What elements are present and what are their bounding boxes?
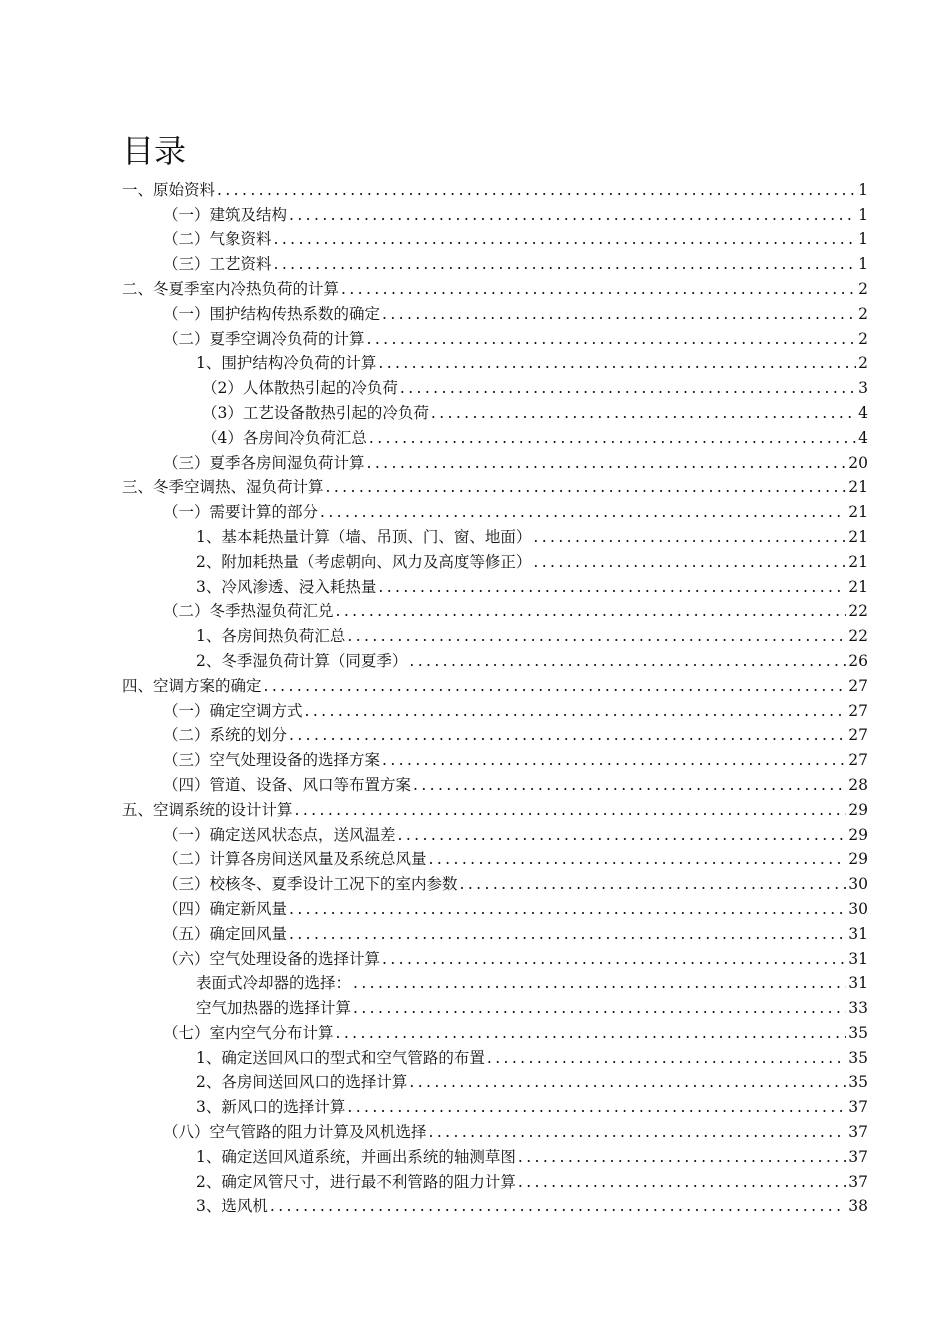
- toc-leader-dots: [378, 353, 856, 373]
- toc-entry-page-number: 21: [848, 527, 868, 546]
- toc-entry[interactable]: [0, 572, 950, 597]
- toc-leader-dots: [367, 453, 847, 473]
- toc-leader-dots: [341, 279, 856, 299]
- toc-leader-dots: [518, 1172, 846, 1192]
- toc-entry-page-number: 2: [858, 279, 868, 298]
- toc-entry[interactable]: [0, 1117, 950, 1142]
- toc-entry-label: 四、空调方案的确定: [122, 676, 262, 695]
- toc-entry-page-number: 27: [848, 726, 868, 745]
- toc-entry-label: 二、冬夏季室内冷热负荷的计算: [122, 279, 340, 298]
- toc-entry-label: （一）确定空调方式: [163, 701, 303, 720]
- toc-leader-dots: [382, 304, 856, 324]
- toc-leader-dots: [369, 428, 856, 448]
- toc-leader-dots: [398, 825, 847, 845]
- toc-leader-dots: [353, 973, 846, 993]
- toc-entry-page-number: 22: [848, 602, 868, 621]
- toc-leader-dots: [289, 899, 846, 919]
- toc-entry-page-number: 37: [848, 1098, 868, 1117]
- toc-entry[interactable]: [0, 1167, 950, 1192]
- toc-leader-dots: [320, 502, 846, 522]
- toc-leader-dots: [326, 477, 847, 497]
- toc-entry-page-number: 35: [848, 1023, 868, 1042]
- toc-entry-label: （一）需要计算的部分: [163, 503, 319, 522]
- toc-entry-page-number: 29: [848, 825, 868, 844]
- toc-leader-dots: [431, 403, 856, 423]
- toc-leader-dots: [289, 205, 856, 225]
- toc-entry-label: （三）工艺资料: [163, 255, 272, 274]
- toc-entry-page-number: 2: [858, 329, 868, 348]
- toc-entry[interactable]: [0, 597, 950, 622]
- toc-entry-page-number: 37: [848, 1123, 868, 1142]
- toc-entry[interactable]: [0, 448, 950, 473]
- toc-leader-dots: [429, 1122, 847, 1142]
- toc-leader-dots: [487, 1048, 846, 1068]
- toc-entry-label: 3、选风机: [196, 1197, 268, 1216]
- toc-entry[interactable]: [0, 349, 950, 374]
- toc-entry-page-number: 29: [848, 800, 868, 819]
- toc-entry-label: 2、确定风管尺寸，进行最不利管路的阻力计算: [196, 1172, 516, 1191]
- toc-entry-label: 2、冬季湿负荷计算（同夏季）: [196, 651, 408, 670]
- toc-entry[interactable]: [0, 324, 950, 349]
- toc-entry-page-number: 4: [858, 428, 868, 447]
- toc-entry[interactable]: [0, 398, 950, 423]
- toc-leader-dots: [295, 800, 847, 820]
- toc-entry[interactable]: [0, 820, 950, 845]
- toc-leader-dots: [353, 998, 846, 1018]
- toc-leader-dots: [305, 701, 847, 721]
- toc-entry-label: 1、基本耗热量计算（墙、吊顶、门、窗、地面）: [196, 527, 532, 546]
- toc-entry-page-number: 27: [848, 676, 868, 695]
- toc-entry[interactable]: [0, 299, 950, 324]
- toc-entry-label: （三）夏季各房间湿负荷计算: [163, 453, 365, 472]
- toc-list: [0, 175, 950, 1216]
- toc-leader-dots: [347, 626, 846, 646]
- toc-entry-page-number: 2: [858, 304, 868, 323]
- toc-entry[interactable]: [0, 522, 950, 547]
- toc-leader-dots: [347, 1097, 846, 1117]
- toc-entry[interactable]: [0, 547, 950, 572]
- toc-entry[interactable]: [0, 919, 950, 944]
- toc-entry-label: （三）校核冬、夏季设计工况下的室内参数: [163, 875, 458, 894]
- toc-entry-label: （二）夏季空调冷负荷的计算: [163, 329, 365, 348]
- toc-leader-dots: [382, 949, 846, 969]
- toc-entry-label: 1、确定送回风道系统，并画出系统的轴测草图: [196, 1147, 516, 1166]
- toc-entry[interactable]: [0, 175, 950, 200]
- toc-entry-page-number: 30: [848, 899, 868, 918]
- toc-entry-label: （4）各房间冷负荷汇总: [202, 428, 367, 447]
- toc-leader-dots: [409, 1072, 846, 1092]
- toc-entry[interactable]: [0, 745, 950, 770]
- toc-entry[interactable]: [0, 1142, 950, 1167]
- toc-leader-dots: [533, 527, 846, 547]
- toc-entry[interactable]: [0, 1018, 950, 1043]
- toc-entry[interactable]: [0, 795, 950, 820]
- toc-entry-page-number: 31: [848, 974, 868, 993]
- toc-title: 目录: [122, 132, 187, 170]
- toc-entry[interactable]: [0, 646, 950, 671]
- toc-entry-page-number: 3: [858, 379, 868, 398]
- toc-entry-page-number: 35: [848, 1073, 868, 1092]
- toc-entry-page-number: 21: [848, 478, 868, 497]
- toc-entry-page-number: 26: [848, 651, 868, 670]
- toc-entry-label: （一）确定送风状态点，送风温差: [163, 825, 396, 844]
- toc-leader-dots: [336, 601, 847, 621]
- toc-entry-page-number: 38: [848, 1197, 868, 1216]
- toc-leader-dots: [378, 577, 846, 597]
- toc-leader-dots: [429, 849, 847, 869]
- toc-entry-label: （二）气象资料: [163, 230, 272, 249]
- toc-entry-label: （2）人体散热引起的冷负荷: [202, 379, 398, 398]
- toc-entry[interactable]: [0, 497, 950, 522]
- toc-entry[interactable]: [0, 944, 950, 969]
- toc-entry-label: （七）室内空气分布计算: [163, 1023, 334, 1042]
- toc-entry-label: 2、各房间送回风口的选择计算: [196, 1073, 408, 1092]
- toc-entry-page-number: 37: [848, 1172, 868, 1191]
- toc-entry[interactable]: [0, 721, 950, 746]
- toc-entry-page-number: 27: [848, 751, 868, 770]
- toc-leader-dots: [533, 552, 846, 572]
- toc-entry-page-number: 21: [848, 503, 868, 522]
- toc-entry[interactable]: [0, 869, 950, 894]
- toc-entry-page-number: 31: [848, 924, 868, 943]
- toc-entry-page-number: 29: [848, 850, 868, 869]
- toc-entry-page-number: 1: [858, 230, 868, 249]
- toc-entry-label: 三、冬季空调热、湿负荷计算: [122, 478, 324, 497]
- toc-entry[interactable]: [0, 1043, 950, 1068]
- toc-entry-page-number: 21: [848, 577, 868, 596]
- toc-entry[interactable]: [0, 1068, 950, 1093]
- toc-entry-label: （六）空气处理设备的选择计算: [163, 949, 381, 968]
- toc-leader-dots: [274, 229, 857, 249]
- toc-entry-page-number: 27: [848, 701, 868, 720]
- toc-entry[interactable]: [0, 200, 950, 225]
- toc-entry-page-number: 33: [848, 999, 868, 1018]
- toc-entry-label: 1、围护结构冷负荷的计算: [196, 354, 377, 373]
- toc-entry-page-number: 20: [848, 453, 868, 472]
- toc-entry-label: （二）计算各房间送风量及系统总风量: [163, 850, 427, 869]
- toc-entry[interactable]: [0, 894, 950, 919]
- toc-entry-label: 2、附加耗热量（考虑朝向、风力及高度等修正）: [196, 552, 532, 571]
- toc-entry[interactable]: [0, 373, 950, 398]
- toc-leader-dots: [264, 676, 847, 696]
- toc-entry-label: 空气加热器的选择计算: [196, 999, 352, 1018]
- toc-entry-label: （一）建筑及结构: [163, 205, 288, 224]
- toc-entry[interactable]: [0, 274, 950, 299]
- toc-entry-label: （3）工艺设备散热引起的冷负荷: [202, 403, 429, 422]
- toc-entry[interactable]: [0, 473, 950, 498]
- toc-entry-page-number: 21: [848, 552, 868, 571]
- toc-entry[interactable]: [0, 1192, 950, 1217]
- toc-leader-dots: [289, 924, 846, 944]
- toc-leader-dots: [409, 651, 846, 671]
- toc-entry[interactable]: [0, 845, 950, 870]
- toc-entry-label: （二）冬季热湿负荷汇兑: [163, 602, 334, 621]
- toc-entry-label: 表面式冷却器的选择：: [196, 974, 352, 993]
- toc-entry-page-number: 28: [848, 775, 868, 794]
- toc-entry-page-number: 2: [858, 354, 868, 373]
- toc-entry-label: 1、确定送回风口的型式和空气管路的布置: [196, 1048, 485, 1067]
- toc-entry-page-number: 30: [848, 875, 868, 894]
- toc-entry-label: 3、冷风渗透、浸入耗热量: [196, 577, 377, 596]
- toc-entry-page-number: 35: [848, 1048, 868, 1067]
- toc-entry[interactable]: [0, 770, 950, 795]
- toc-leader-dots: [270, 1196, 846, 1216]
- toc-entry-label: （二）系统的划分: [163, 726, 288, 745]
- toc-leader-dots: [460, 874, 847, 894]
- toc-entry[interactable]: [0, 969, 950, 994]
- toc-entry[interactable]: [0, 621, 950, 646]
- toc-entry[interactable]: [0, 671, 950, 696]
- toc-entry[interactable]: [0, 225, 950, 250]
- toc-leader-dots: [289, 725, 846, 745]
- toc-entry[interactable]: [0, 993, 950, 1018]
- toc-entry-page-number: 31: [848, 949, 868, 968]
- toc-entry-page-number: 4: [858, 403, 868, 422]
- toc-entry[interactable]: [0, 1092, 950, 1117]
- toc-entry-label: （四）管道、设备、风口等布置方案: [163, 775, 412, 794]
- toc-leader-dots: [217, 180, 856, 200]
- toc-leader-dots: [336, 1023, 847, 1043]
- toc-entry-label: 1、各房间热负荷汇总: [196, 627, 346, 646]
- toc-leader-dots: [413, 775, 846, 795]
- toc-entry-page-number: 1: [858, 180, 868, 199]
- toc-entry-label: （八）空气管路的阻力计算及风机选择: [163, 1123, 427, 1142]
- toc-entry-page-number: 37: [848, 1147, 868, 1166]
- toc-entry-label: 3、新风口的选择计算: [196, 1098, 346, 1117]
- toc-entry-label: （一）围护结构传热系数的确定: [163, 304, 381, 323]
- toc-entry-label: 一、原始资料: [122, 180, 216, 199]
- toc-entry[interactable]: [0, 423, 950, 448]
- toc-entry[interactable]: [0, 249, 950, 274]
- toc-leader-dots: [400, 378, 856, 398]
- toc-entry-label: 五、空调系统的设计计算: [122, 800, 293, 819]
- toc-entry-page-number: 22: [848, 627, 868, 646]
- toc-leader-dots: [518, 1147, 846, 1167]
- toc-leader-dots: [367, 329, 857, 349]
- toc-entry-label: （三）空气处理设备的选择方案: [163, 751, 381, 770]
- toc-entry-page-number: 1: [858, 205, 868, 224]
- toc-leader-dots: [382, 750, 846, 770]
- toc-entry-label: （五）确定回风量: [163, 924, 288, 943]
- toc-entry[interactable]: [0, 696, 950, 721]
- toc-leader-dots: [274, 254, 857, 274]
- toc-entry-page-number: 1: [858, 255, 868, 274]
- toc-entry-label: （四）确定新风量: [163, 899, 288, 918]
